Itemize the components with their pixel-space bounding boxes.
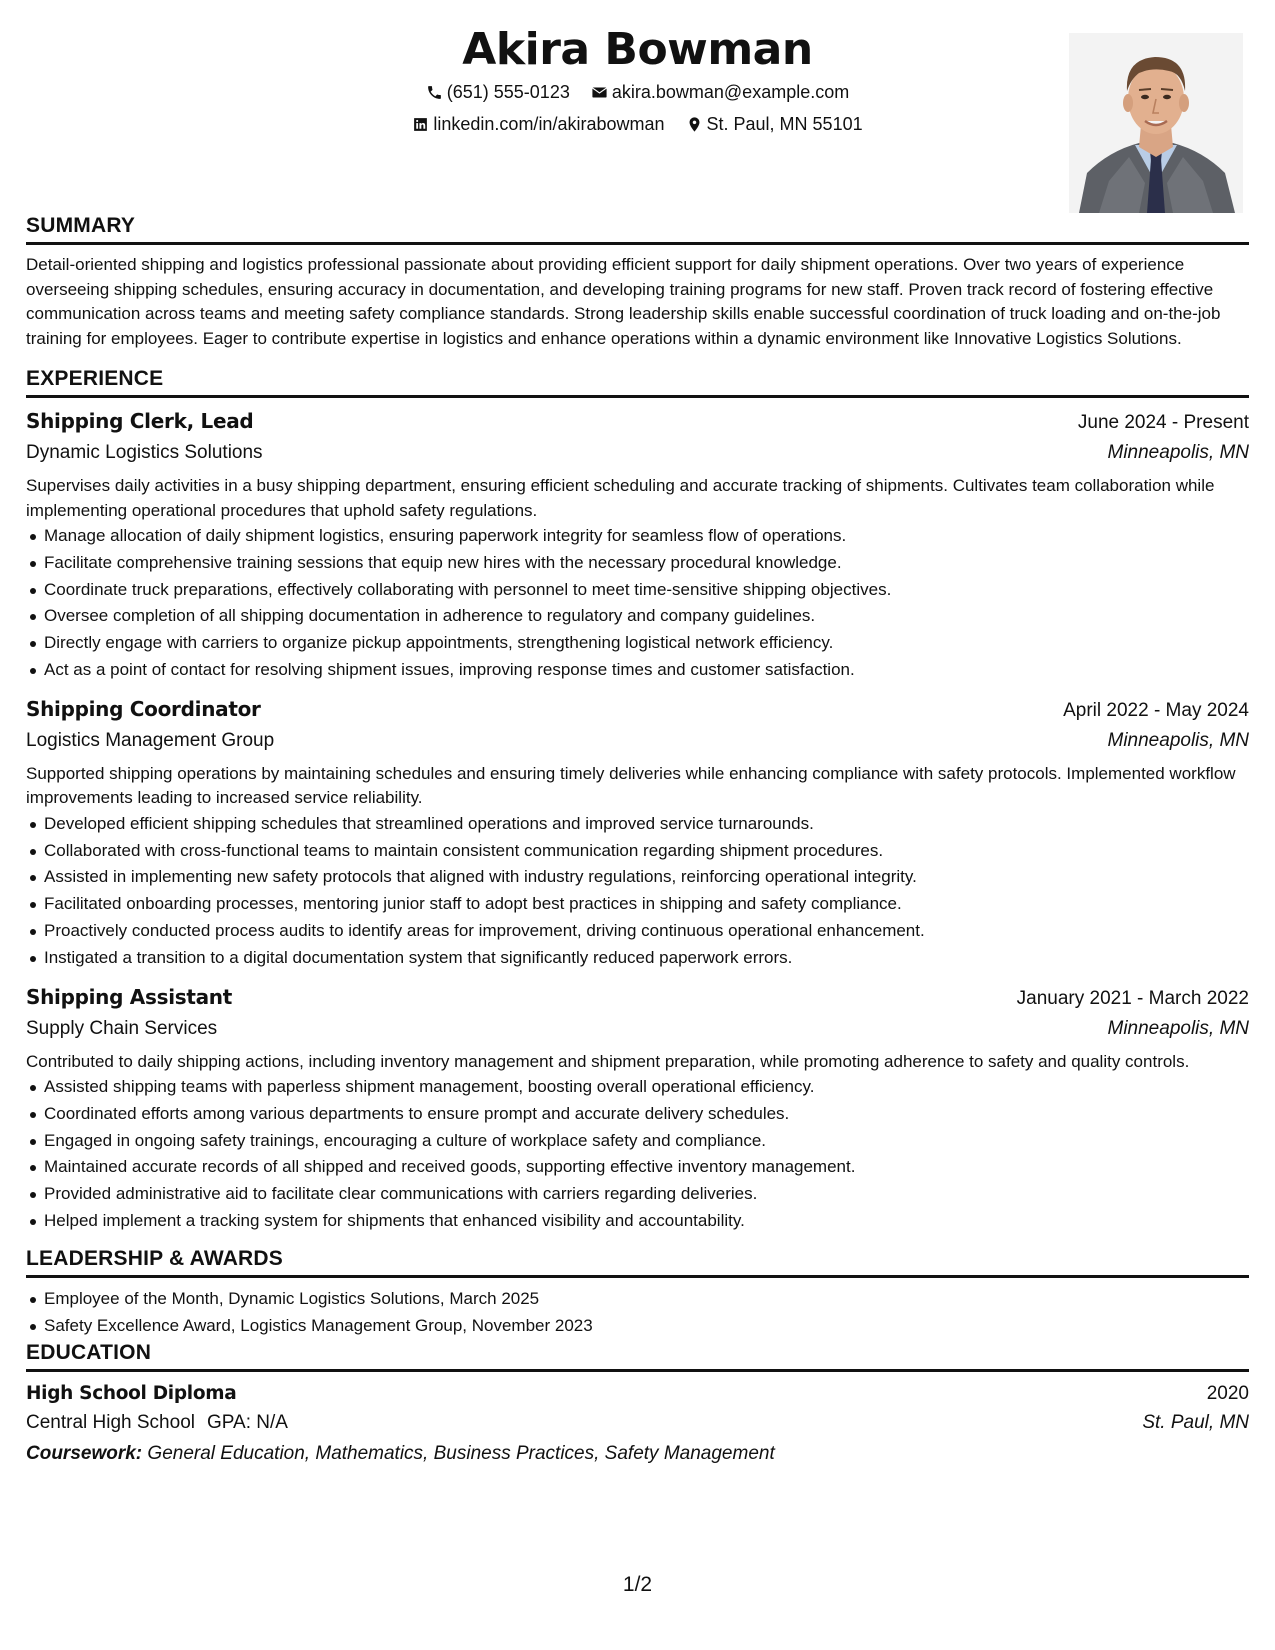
leadership-section xyxy=(26,1245,1249,1340)
list-item: Safety Excellence Award, Logistics Management Group, November 2023 xyxy=(44,1313,1249,1340)
job-company: Supply Chain Services xyxy=(26,1017,218,1039)
job-company: Dynamic Logistics Solutions xyxy=(26,442,263,463)
education-degree: High School Diploma xyxy=(26,1383,237,1405)
job-description: Supported shipping operations by maintaining schedules and ensuring timely deliveries while enhancing compliance with safety protocols. Implemented workflow improvements leading to increased service reliability. xyxy=(26,763,1236,808)
list-item: Proactively conducted process audits to identify areas for improvement, driving continuous operational enhancement. xyxy=(44,918,1249,945)
job-description: Supervises daily activities in a busy shipping department, ensuring efficient scheduling and accurate tracking of shipments. Cultivates team collaboration while implementing operational procedures that uphold safety regulations. xyxy=(26,476,1215,520)
list-item: Collaborated with cross-functional teams to maintain consistent communication regarding shipment procedures. xyxy=(44,838,1249,865)
education-year: 2020 xyxy=(1206,1383,1249,1405)
job-description: Contributed to daily shipping actions, including inventory management and shipment preparation, while promoting adherence to safety and quality controls. xyxy=(26,1051,1190,1071)
section-title-education: EDUCATION xyxy=(26,1339,1249,1372)
job-dates: January 2021 - March 2022 xyxy=(1016,987,1249,1009)
summary-section xyxy=(26,212,1249,351)
phone-contact xyxy=(426,79,570,105)
job-dates: April 2022 - May 2024 xyxy=(1063,699,1249,721)
linkedin-text[interactable]: linkedin.com/in/akirabowman xyxy=(433,114,665,134)
job-bullets xyxy=(26,523,1249,684)
education-coursework xyxy=(26,1438,1249,1470)
location-contact xyxy=(686,111,863,137)
job-location: Minneapolis, MN xyxy=(1107,729,1249,751)
job-dates: June 2024 - Present xyxy=(1077,412,1249,433)
education-section xyxy=(26,1339,1249,1470)
list-item: Instigated a transition to a digital documentation system that significantly reduced paperwork errors. xyxy=(44,945,1249,972)
list-item: Helped implement a tracking system for shipments that enhanced visibility and accountability. xyxy=(44,1208,1249,1235)
linkedin-icon xyxy=(412,116,429,133)
email-contact[interactable] xyxy=(591,79,849,105)
resume-header xyxy=(26,0,1249,212)
experience-section xyxy=(26,365,1249,1235)
coursework-text: General Education, Mathematics, Business Practices, Safety Management xyxy=(147,1443,775,1465)
list-item: Engaged in ongoing safety trainings, encouraging a culture of workplace safety and compliance. xyxy=(44,1128,1249,1155)
job-title: Shipping Coordinator xyxy=(26,696,261,721)
education-gpa: GPA: N/A xyxy=(206,1412,288,1434)
job-company: Logistics Management Group xyxy=(26,729,275,751)
awards-list xyxy=(26,1286,1249,1340)
section-title-summary: SUMMARY xyxy=(26,212,1249,245)
job-location: Minneapolis, MN xyxy=(1107,1017,1249,1039)
list-item: Assisted shipping teams with paperless shipment management, boosting overall operational efficiency. xyxy=(44,1074,1249,1101)
section-title-leadership: LEADERSHIP & AWARDS xyxy=(26,1245,1249,1278)
job-title: Shipping Assistant xyxy=(26,984,233,1009)
job-bullets xyxy=(26,1074,1249,1235)
list-item: Employee of the Month, Dynamic Logistics Solutions, March 2025 xyxy=(44,1286,1249,1313)
phone-text: (651) 555-0123 xyxy=(446,82,570,102)
job-title: Shipping Clerk, Lead xyxy=(26,409,254,433)
list-item: Assisted in implementing new safety protocols that aligned with industry regulations, reinforcing operational integrity. xyxy=(44,864,1249,891)
section-title-experience: EXPERIENCE xyxy=(26,365,1249,398)
list-item: Developed efficient shipping schedules that streamlined operations and improved service turnarounds. xyxy=(44,811,1249,838)
profile-photo xyxy=(1069,33,1243,213)
email-text[interactable]: akira.bowman@example.com xyxy=(611,82,850,102)
education-school-line xyxy=(26,1408,288,1438)
list-item: Facilitated onboarding processes, mentoring junior staff to adopt best practices in shipping and safety compliance. xyxy=(44,891,1249,918)
linkedin-contact[interactable] xyxy=(412,111,664,137)
list-item: Coordinated efforts among various departments to ensure prompt and accurate delivery schedules. xyxy=(44,1101,1249,1128)
coursework-label: Coursework: xyxy=(26,1443,143,1465)
list-item: Act as a point of contact for resolving shipment issues, improving response times and customer satisfaction. xyxy=(44,657,1249,684)
education-school: Central High School xyxy=(26,1412,195,1434)
job-bullets xyxy=(26,811,1249,972)
candidate-name: Akira Bowman xyxy=(462,24,813,75)
envelope-icon xyxy=(591,84,608,101)
summary-text: Detail-oriented shipping and logistics professional passionate about providing efficient support for daily shipment operations. Over two years of experience overseeing shipping schedules, ensuring accuracy in documentation, and developing training programs for new staff. Proven track record of fostering effective communication across teams and meeting safety compliance standards. Strong leadership skills enable successful coordination of truck loading and on-the-job training for employees. Eager to contribute expertise in logistics and enhance operations within a dynamic environment like Innovative Logistics Solutions. xyxy=(26,255,1221,348)
experience-entry xyxy=(26,982,1249,1235)
experience-entry xyxy=(26,406,1249,684)
education-location: St. Paul, MN xyxy=(1142,1412,1249,1434)
phone-icon xyxy=(426,84,443,101)
list-item: Directly engage with carriers to organize pickup appointments, strengthening logistical network efficiency. xyxy=(44,630,1249,657)
portrait-image xyxy=(1069,33,1243,213)
job-location: Minneapolis, MN xyxy=(1107,442,1249,463)
list-item: Coordinate truck preparations, effectively collaborating with personnel to meet time-sensitive shipping objectives. xyxy=(44,577,1249,604)
location-text: St. Paul, MN 55101 xyxy=(706,114,863,134)
list-item: Facilitate comprehensive training sessions that equip new hires with the necessary procedural knowledge. xyxy=(44,550,1249,577)
experience-entry xyxy=(26,694,1249,972)
list-item: Maintained accurate records of all shipped and received goods, supporting effective inventory management. xyxy=(44,1154,1249,1181)
list-item: Oversee completion of all shipping documentation in adherence to regulatory and company guidelines. xyxy=(44,603,1249,630)
contact-line-2 xyxy=(26,111,1249,140)
page-number: 1/2 xyxy=(622,1573,653,1596)
list-item: Manage allocation of daily shipment logistics, ensuring paperwork integrity for seamless flow of operations. xyxy=(44,523,1249,550)
map-pin-icon xyxy=(686,116,703,133)
contact-line-1 xyxy=(26,79,1249,108)
list-item: Provided administrative aid to facilitate clear communications with carriers regarding deliveries. xyxy=(44,1181,1249,1208)
